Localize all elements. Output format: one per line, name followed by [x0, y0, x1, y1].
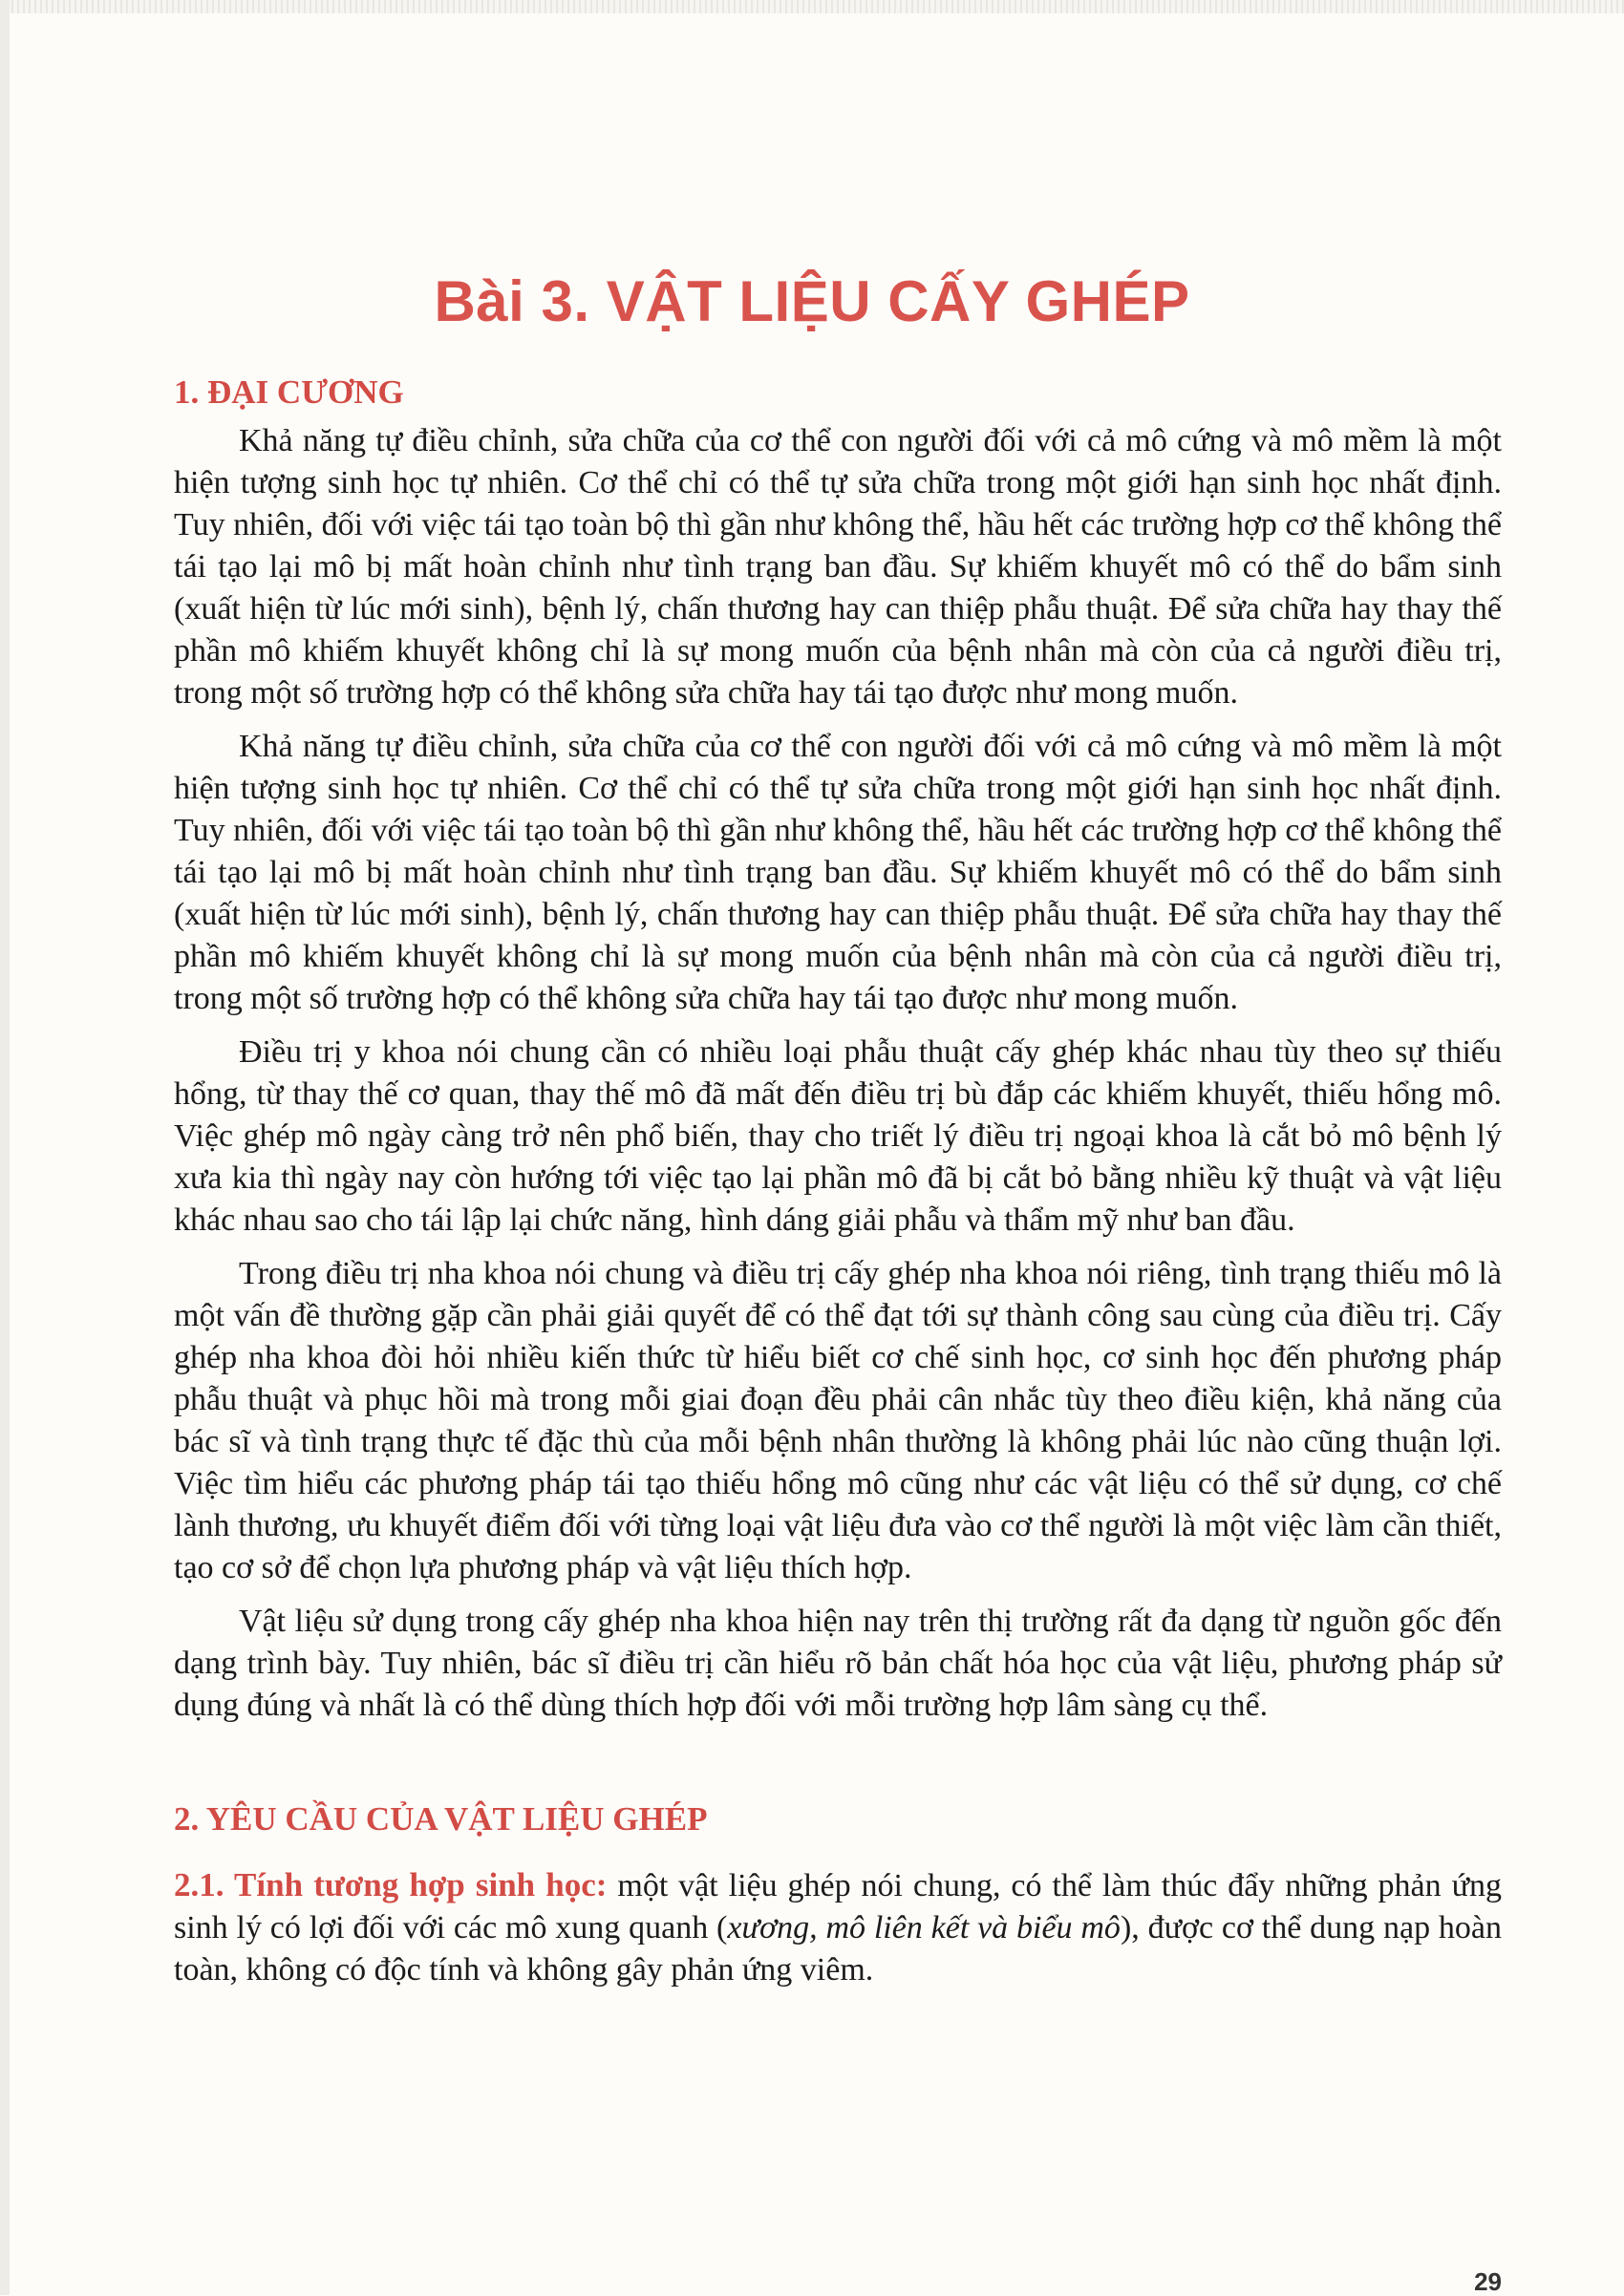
- paragraph-3: Điều trị y khoa nói chung cần có nhiều loại phẫu thuật cấy ghép khác nhau tùy theo sự thiếu hổng, từ thay thế cơ quan, thay thế mô đã mất đến điều trị bù đắp các khiếm khuyết, thiếu hổng mô. Việc ghép mô ngày càng trở nên phổ biến, thay cho triết lý điều trị ngoại khoa là cắt bỏ mô bệnh lý xưa kia thì ngày nay còn hướng tới việc tạo lại phần mô đã bị cắt bỏ bằng nhiều kỹ thuật và vật liệu khác nhau sao cho tái lập lại chức năng, hình dáng giải phẫu và thẩm mỹ như ban đầu.: [174, 1034, 1502, 1238]
- page-number: 29: [1474, 2267, 1502, 2296]
- scan-edge-left: [0, 0, 10, 2295]
- scan-edge-top: [0, 0, 1624, 13]
- page-title: Bài 3. VẬT LIỆU CẤY GHÉP: [434, 269, 1190, 334]
- subsection-biocompatibility: [174, 1864, 1502, 1991]
- document-body: [174, 371, 1502, 1991]
- paragraph-4: Trong điều trị nha khoa nói chung và điều trị cấy ghép nha khoa nói riêng, tình trạng thiếu mô là một vấn đề thường gặp cần phải giải quyết để có thể đạt tới sự thành công sau cùng của điều trị. Cấy ghép nha khoa đòi hỏi nhiều kiến thức từ hiểu biết cơ chế sinh học, cơ sinh học đến phương pháp phẫu thuật và phục hồi mà trong mỗi giai đoạn đều phải cân nhắc tùy theo điều kiện, khả năng của bác sĩ và tình trạng thực tế đặc thù của mỗi bệnh nhân thường là không phải lúc nào cũng thuận lợi. Việc tìm hiểu các phương pháp tái tạo thiếu hổng mô cũng như các vật liệu có thể sử dụng, cơ chế lành thương, ưu khuyết điểm đối với từng loại vật liệu đưa vào cơ thể người là một việc làm cần thiết, tạo cơ sở để chọn lựa phương pháp và vật liệu thích hợp.: [174, 1256, 1502, 1585]
- section-heading-requirements: 2. YÊU CẦU CỦA VẬT LIỆU GHÉP: [174, 1800, 708, 1838]
- paragraph-5: Vật liệu sử dụng trong cấy ghép nha khoa hiện nay trên thị trường rất đa dạng từ nguồn gốc đến dạng trình bày. Tuy nhiên, bác sĩ điều trị cần hiểu rõ bản chất hóa học của vật liệu, phương pháp sử dụng đúng và nhất là có thể dùng thích hợp đối với mỗi trường hợp lâm sàng cụ thể.: [174, 1604, 1502, 1723]
- paragraph-2: Khả năng tự điều chỉnh, sửa chữa của cơ thể con người đối với cả mô cứng và mô mềm là một hiện tượng sinh học tự nhiên. Cơ thể chỉ có thể tự sửa chữa trong một giới hạn sinh học nhất định. Tuy nhiên, đối với việc tái tạo toàn bộ thì gần như không thể, hầu hết các trường hợp cơ thể không thể tái tạo lại mô bị mất hoàn chỉnh như tình trạng ban đầu. Sự khiếm khuyết mô có thể do bẩm sinh (xuất hiện từ lúc mới sinh), bệnh lý, chấn thương hay can thiệp phẫu thuật. Để sửa chữa hay thay thế phần mô khiếm khuyết không chỉ là sự mong muốn của bệnh nhân mà còn của cả người điều trị, trong một số trường hợp có thể không sửa chữa hay tái tạo được như mong muốn.: [174, 729, 1502, 1016]
- subsection-label: 2.1. Tính tương hợp sinh học:: [174, 1866, 608, 1903]
- section-heading-general: 1. ĐẠI CƯƠNG: [174, 373, 404, 411]
- subsection-text-before: một vật liệu ghép nói chung, có thể làm thúc đẩy những phản ứng sinh lý có lợi đối với các mô xung quanh (: [174, 1868, 1502, 1945]
- paragraph-1: Khả năng tự điều chỉnh, sửa chữa của cơ thể con người đối với cả mô cứng và mô mềm là một hiện tượng sinh học tự nhiên. Cơ thể chỉ có thể tự sửa chữa trong một giới hạn sinh học nhất định. Tuy nhiên, đối với việc tái tạo toàn bộ thì gần như không thể, hầu hết các trường hợp cơ thể không thể tái tạo lại mô bị mất hoàn chỉnh như tình trạng ban đầu. Sự khiếm khuyết mô có thể do bẩm sinh (xuất hiện từ lúc mới sinh), bệnh lý, chấn thương hay can thiệp phẫu thuật. Để sửa chữa hay thay thế phần mô khiếm khuyết không chỉ là sự mong muốn của bệnh nhân mà còn của cả người điều trị, trong một số trường hợp có thể không sửa chữa hay tái tạo được như mong muốn.: [174, 423, 1502, 711]
- subsection-text-after: ), được cơ thể dung nạp hoàn toàn, không có độc tính và không gây phản ứng viêm.: [174, 1910, 1502, 1988]
- subsection-text-italic: xương, mô liên kết và biểu mô: [727, 1910, 1121, 1945]
